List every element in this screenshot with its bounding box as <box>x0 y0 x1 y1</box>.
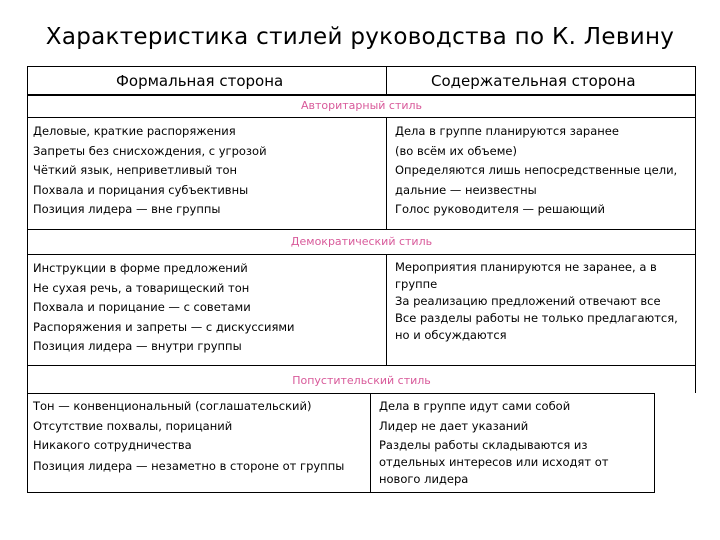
formal-item: Похвала и порицания субъективны <box>33 182 249 197</box>
content-item: Дела в группе планируются заранее <box>395 124 619 138</box>
formal-item: Тон — конвенциональный (соглашательский) <box>33 399 312 413</box>
section-label-bar <box>27 230 696 254</box>
formal-item: Деловые, краткие распоряжения <box>33 124 236 138</box>
page-title: Характеристика стилей руководства по К. Левину <box>45 24 675 50</box>
formal-item: Позиция лидера — внутри группы <box>33 339 242 353</box>
content-item: Разделы работы складываются из отдельных интересов или исходят от нового лидера <box>379 438 609 486</box>
content-item: За реализацию предложений отвечают все <box>395 294 661 308</box>
formal-item: Позиция лидера — вне группы <box>33 202 221 216</box>
section-label-democratic: Демократический стиль <box>290 235 433 248</box>
formal-item: Распоряжения и запреты — с дискуссиями <box>33 319 295 334</box>
formal-cell-authoritarian <box>27 117 387 230</box>
formal-item: Позиция лидера — незаметно в стороне от группы <box>33 458 345 473</box>
section-label-bar <box>27 95 696 117</box>
header-content: Содержательная сторона <box>431 72 636 90</box>
formal-item: Отсутствие похвалы, порицаний <box>33 418 233 433</box>
section-label-bar <box>27 366 696 393</box>
content-cell-authoritarian <box>386 117 696 230</box>
content-item: Определяются лишь непосредственные цели, дальние — неизвестны <box>395 163 678 197</box>
formal-item: Запреты без снисхождения, с угрозой <box>33 143 267 158</box>
content-item: Все разделы работы не только предлагаются, но и обсуждаются <box>395 311 678 342</box>
header-content-box <box>386 66 696 95</box>
formal-cell-democratic <box>27 254 387 366</box>
formal-cell-laissez-faire <box>27 393 371 493</box>
content-item: Мероприятия планируются не заранее, а в группе <box>395 260 657 291</box>
header-formal: Формальная сторона <box>116 72 284 90</box>
section-label-authoritarian: Авторитарный стиль <box>300 99 423 112</box>
formal-item: Чёткий язык, неприветливый тон <box>33 163 238 177</box>
content-cell-laissez-faire <box>370 393 655 493</box>
section-label-laissez-faire: Попустительский стиль <box>292 374 431 387</box>
content-item: (во всём их объеме) <box>395 143 517 158</box>
content-item: Лидер не дает указаний <box>379 418 529 433</box>
formal-item: Инструкции в форме предложений <box>33 261 248 275</box>
header-formal-box <box>27 66 387 95</box>
formal-item: Похвала и порицание — с советами <box>33 300 251 314</box>
content-item: Голос руководителя — решающий <box>395 202 605 216</box>
content-item: Дела в группе идут сами собой <box>379 399 571 413</box>
formal-item: Не сухая речь, а товарищеский тон <box>33 280 250 295</box>
formal-item: Никакого сотрудничества <box>33 438 192 452</box>
content-cell-democratic <box>386 254 696 366</box>
